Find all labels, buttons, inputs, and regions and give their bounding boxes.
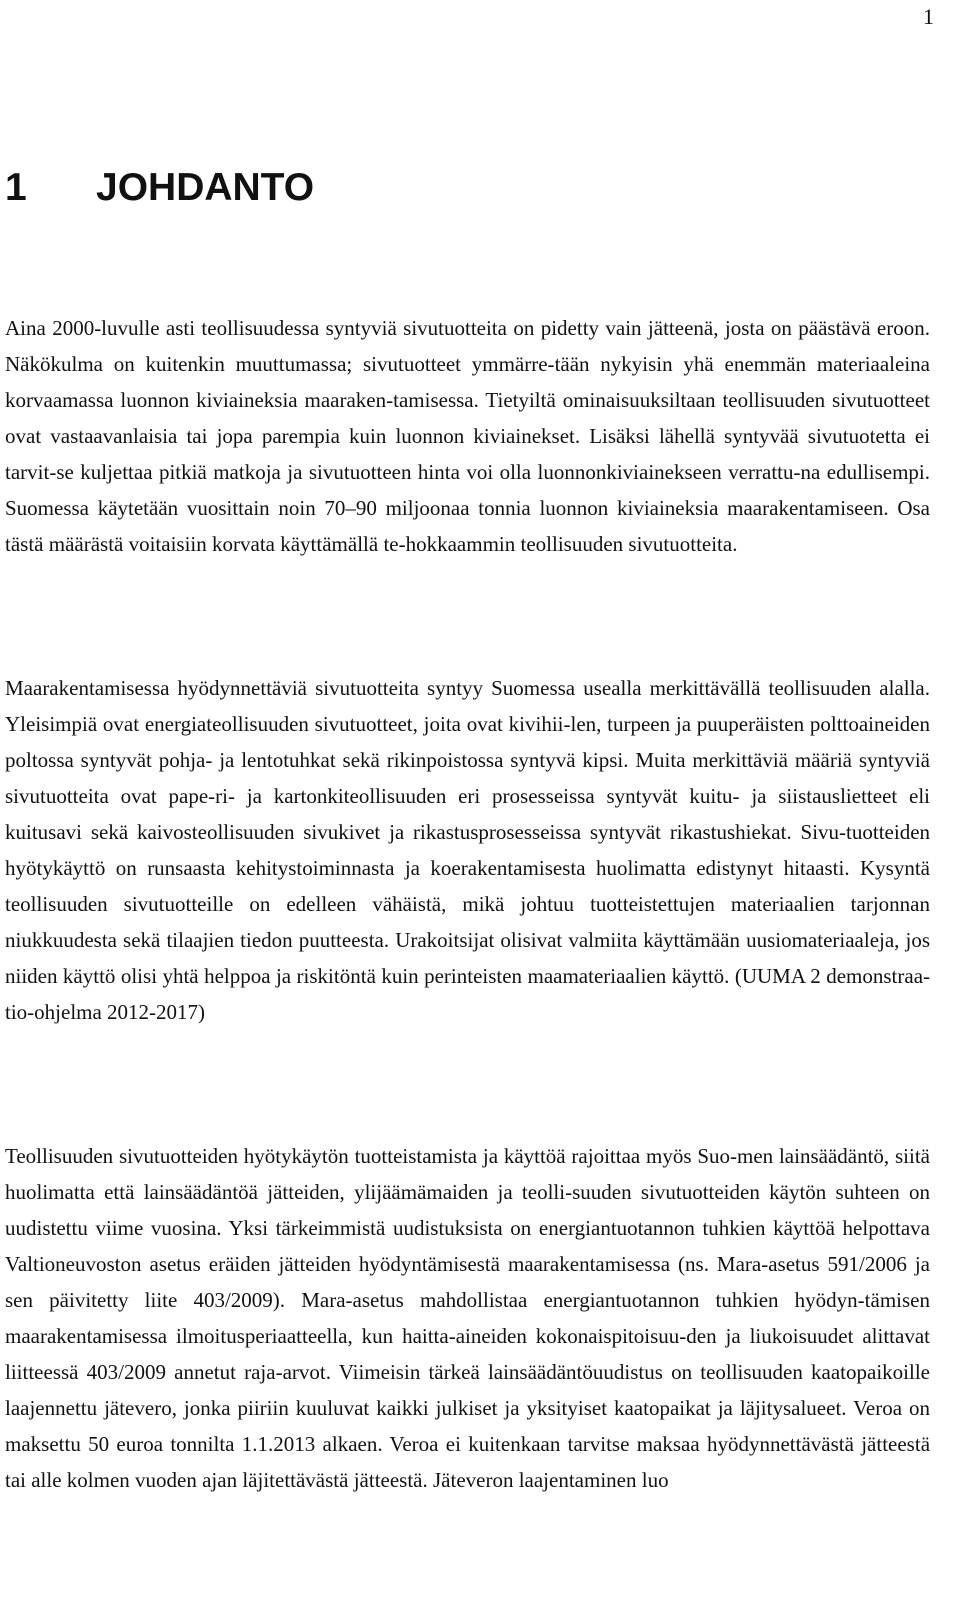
- text-line: tään nykyisin yhä enemmän materiaaleina korvaamassa luonnon kiviaineksia maaraken-: [5, 352, 930, 412]
- text-line: josta on päästävä eroon. Näkökulma on kuitenkin muuttumassa; sivutuotteet ymmärre-: [5, 316, 930, 376]
- text-line: Aina 2000-luvulle asti teollisuudessa syntyviä sivutuotteita on pidetty vain jätteenä,: [5, 316, 719, 340]
- text-line: se kuljettaa pitkiä matkoja ja sivutuotteen hinta voi olla luonnonkiviainekseen verrattu-: [56, 460, 801, 484]
- text-line: Teollisuuden sivutuotteiden hyötykäytön tuotteistamista ja käyttöä rajoittaa myös Suo-: [5, 1144, 738, 1168]
- text-line: sekä kaivosteollisuuden sivukivet ja rikastusprosesseissa syntyvät rikastushiekat. Sivu-: [90, 820, 847, 844]
- text-line: helppoa ja riskitöntä kuin perinteisten maamateriaalien käyttö. (UUMA 2 demonstraa-: [204, 964, 931, 988]
- text-line: tuotteiden hyötykäyttö on runsaasta kehitystoiminnasta ja koerakentamisesta huolimatta: [5, 820, 931, 880]
- text-line: rikinpoistossa syntyvä kipsi. Muita merkittäviä määriä syntyviä sivutuotteita ovat pape-: [5, 748, 931, 808]
- chapter-number: 1: [5, 166, 27, 209]
- text-line: kiviaineksia maarakentamiseen. Osa tästä määrästä voitaisiin korvata käyttämällä te-: [5, 496, 931, 556]
- text-line: hokkaammin teollisuuden sivutuotteita.: [405, 532, 738, 556]
- paragraph-3: [5, 1138, 930, 1498]
- text-line: tuotteistettujen materiaalien tarjonnan niukkuudesta sekä tilaajien tiedon puutteesta.: [5, 892, 930, 952]
- text-line: lainsäädäntöuudistus on teollisuuden kaatopaikoille laajennettu jätevero, jonka piiriin: [5, 1360, 930, 1420]
- text-line: jätteestä tai alle kolmen vuoden ajan läjitettävästä jätteestä. Jäteveron laajentaminen luo: [5, 1432, 931, 1492]
- text-line: jopa parempia kuin luonnon kiviainekset. Lisäksi lähellä syntyvää sivutuotetta ei tarvit-: [5, 424, 931, 484]
- text-line: suuden sivutuotteiden käytön suhteen on uudistettu viime vuosina. Yksi tärkeimmistä: [5, 1180, 930, 1240]
- text-line: teollisuuden alalla. Yleisimpiä ovat energiateollisuuden sivutuotteet, joita ovat kivihii-: [5, 676, 931, 736]
- chapter-heading: [5, 165, 314, 211]
- text-line: tamisessa. Tietyiltä ominaisuuksiltaan teollisuuden sivutuotteet ovat vastaavanlaisia tai: [5, 388, 930, 448]
- text-line: Maarakentamisessa hyödynnettäviä sivutuotteita syntyy Suomessa usealla merkittävällä: [5, 676, 761, 700]
- chapter-title: JOHDANTO: [96, 166, 315, 209]
- text-line: na edullisempi. Suomessa käytetään vuosittain noin 70–90 miljoonaa tonnia luonnon: [5, 460, 930, 520]
- text-line: len, turpeen ja puuperäisten polttoaineiden poltossa syntyvät pohja- ja lentotuhkat sekä: [5, 712, 930, 772]
- paragraph-1: [5, 310, 930, 562]
- text-line: Urakoitsijat olisivat valmiita käyttämään uusiomateriaaleja, jos niiden käyttö olisi yhtä: [5, 928, 931, 988]
- page-number: 1: [923, 4, 934, 29]
- text-line: uudistuksista on energiantuotannon tuhkien käyttöä helpottava Valtioneuvoston asetus: [5, 1216, 931, 1276]
- text-line: tämisen maarakentamisessa ilmoitusperiaatteella, kun haitta-aineiden kokonaispitoisuu-: [5, 1288, 930, 1348]
- paragraph-2: [5, 670, 930, 1030]
- text-line: ri- ja kartonkiteollisuuden eri prosesseissa syntyvät kuitu- ja siistauslietteet eli kuitusavi: [5, 784, 930, 844]
- text-line: tio-ohjelma 2012-2017): [5, 1000, 206, 1024]
- text-line: kuuluvat kaikki julkiset ja yksityiset kaatopaikat ja läjitysalueet. Veroa on maksettu 50: [5, 1396, 931, 1456]
- text-line: men lainsäädäntö, siitä huolimatta että lainsäädäntöä jätteiden, ylijäämämaiden ja teolli-: [5, 1144, 930, 1204]
- text-line: eräiden jätteiden hyödyntämisestä maarakentamisessa (ns. Mara-asetus 591/2006 ja sen: [5, 1252, 931, 1312]
- text-line: den ja liukoisuudet alittavat liitteessä 403/2009 annetut raja-arvot. Viimeisin tärkeä: [5, 1324, 930, 1384]
- text-line: päivitetty liite 403/2009). Mara-asetus mahdollistaa energiantuotannon tuhkien hyödyn-: [49, 1288, 865, 1312]
- text-line: edistynyt hitaasti. Kysyntä teollisuuden sivutuotteille on edelleen vähäistä, mikä johtuu: [5, 856, 930, 916]
- text-line: euroa tonnilta 1.1.2013 alkaen. Veroa ei kuitenkaan tarvitse maksaa hyödynnettävästä: [116, 1432, 854, 1456]
